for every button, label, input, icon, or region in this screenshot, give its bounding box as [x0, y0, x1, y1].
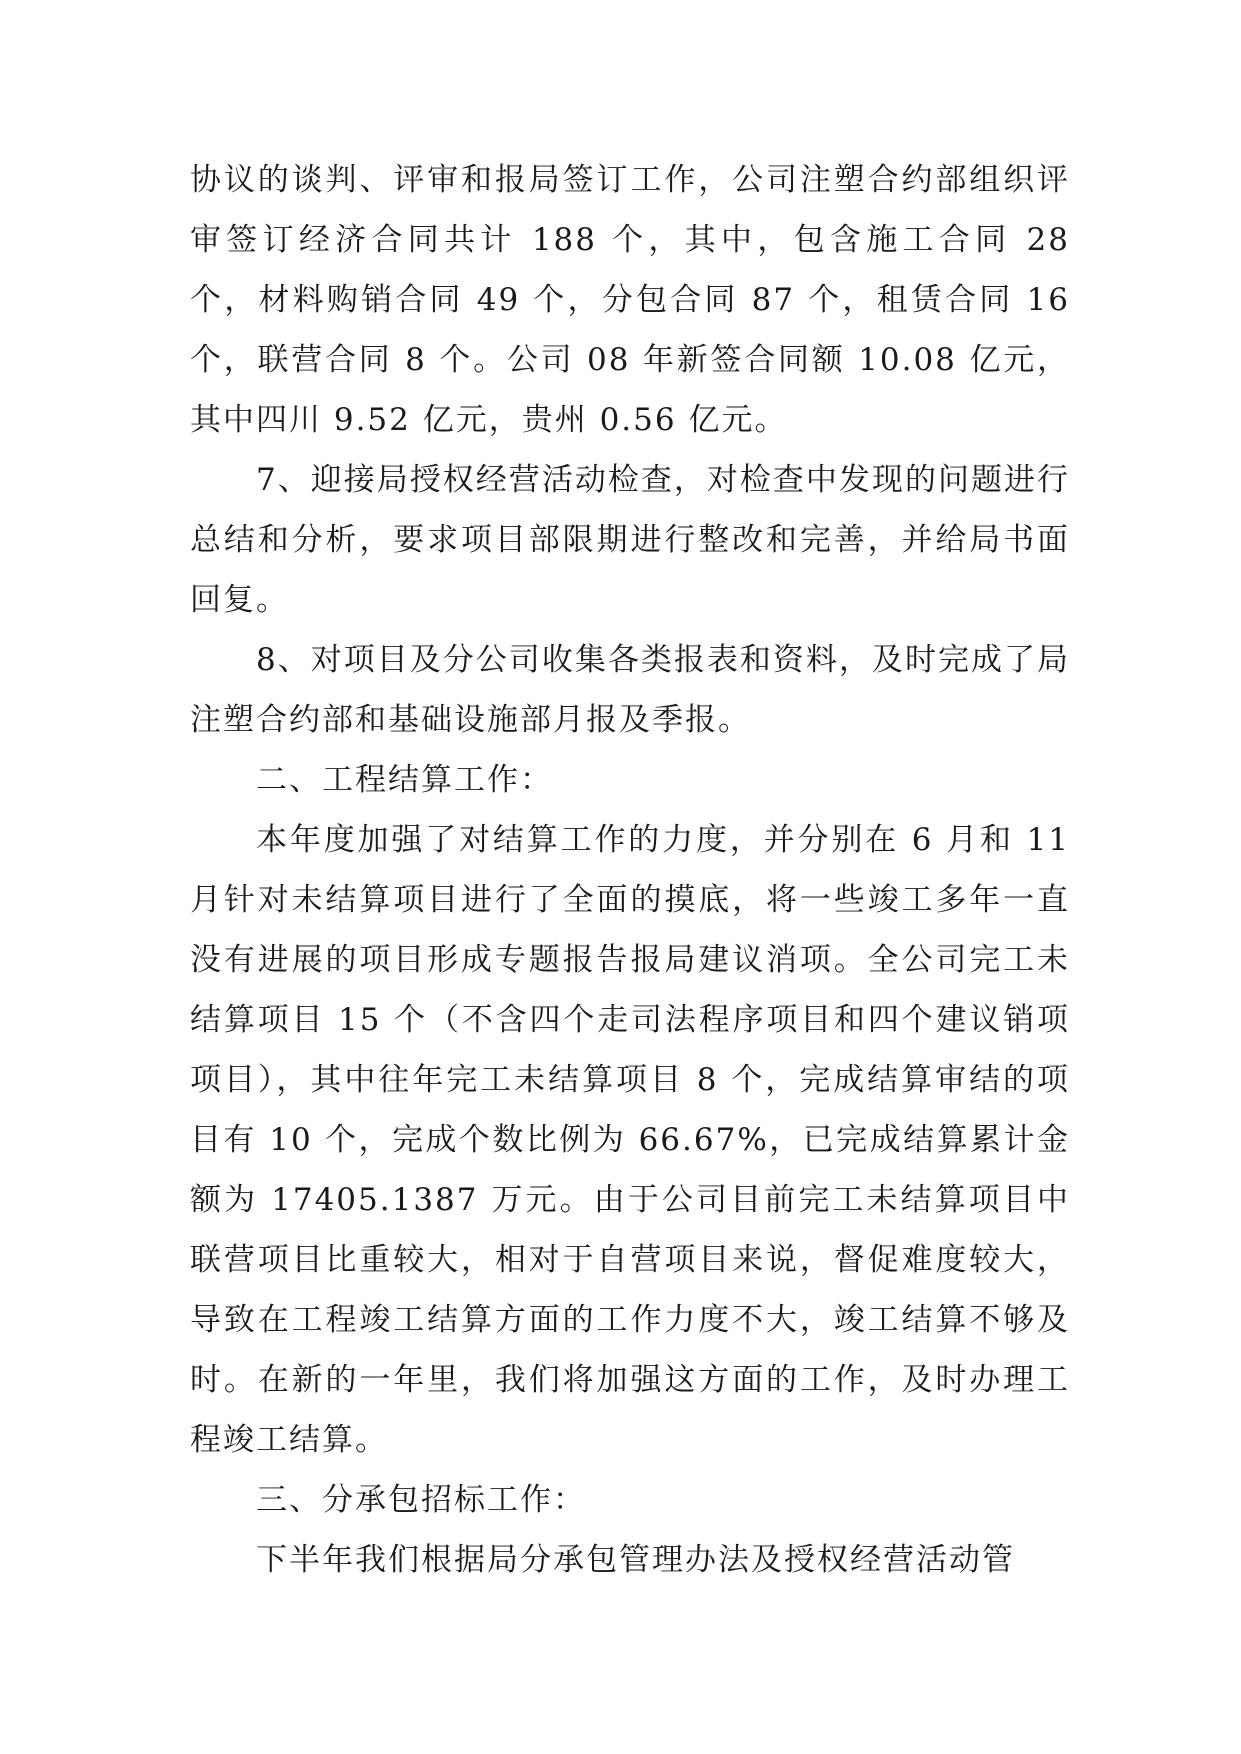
paragraph-subcontract: 下半年我们根据局分承包管理办法及授权经营活动管 [256, 1542, 1015, 1578]
section-heading-settlement: 二、工程结算工作： [256, 762, 553, 798]
paragraph-item-8: 8、对项目及分公司收集各类报表和资料，及时完成了局注塑合约部和基础设施部月报及季报。 [190, 642, 1070, 738]
paragraph-item-7: 7、迎接局授权经营活动检查，对检查中发现的问题进行总结和分析，要求项目部限期进行整改和完善，并给局书面回复。 [190, 462, 1070, 618]
paragraph-contract-summary: 协议的谈判、评审和报局签订工作，公司注塑合约部组织评审签订经济合同共计 188 个，其中，包含施工合同 28 个，材料购销合同 49 个，分包合同 87 个，租赁合同 16 个，联营合同 8 个。公司 08 年新签合同额 10.08 亿元，其中四川 9.52 亿元，贵州 0.56 亿元。 [190, 162, 1070, 438]
document-body [190, 150, 1070, 1590]
section-heading-subcontract: 三、分承包招标工作： [256, 1482, 586, 1518]
paragraph-settlement: 本年度加强了对结算工作的力度，并分别在 6 月和 11 月针对未结算项目进行了全面的摸底，将一些竣工多年一直没有进展的项目形成专题报告报局建议消项。全公司完工未结算项目 15 个（不含四个走司法程序项目和四个建议销项项目），其中往年完工未结算项目 8 个，完成结算审结的项目有 10 个，完成个数比例为 66.67%，已完成结算累计金额为 17405.1387 万元。由于公司目前完工未结算项目中联营项目比重较大，相对于自营项目来说，督促难度较大，导致在工程竣工结算方面的工作力度不大，竣工结算不够及时。在新的一年里，我们将加强这方面的工作，及时办理工程竣工结算。 [190, 822, 1070, 1458]
